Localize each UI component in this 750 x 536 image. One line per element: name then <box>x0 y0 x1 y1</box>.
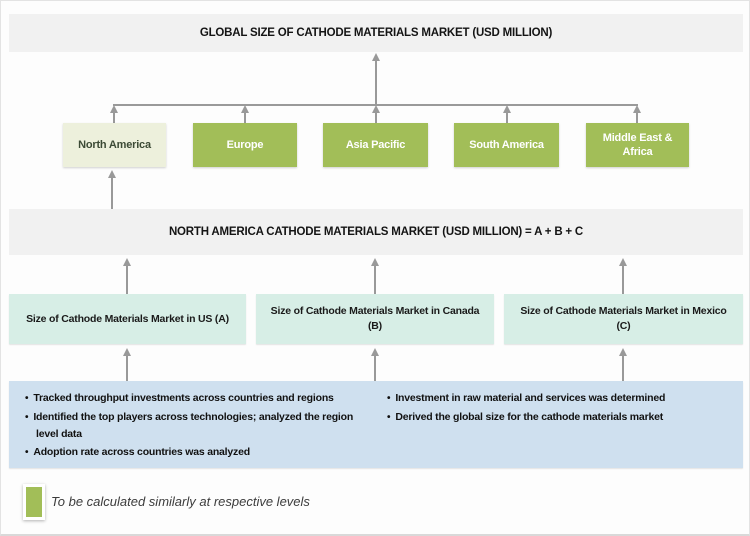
arrow-up-icon <box>110 105 119 123</box>
notes-left-column <box>25 390 377 462</box>
global-market-title: GLOBAL SIZE OF CATHODE MATERIALS MARKET (USD MILLION) <box>199 27 553 39</box>
arrow-up-icon <box>108 170 117 209</box>
arrow-up-icon <box>619 348 628 381</box>
north-america-market-bar <box>9 209 743 255</box>
region-box-north-america <box>63 123 166 167</box>
arrow-up-icon <box>371 348 380 381</box>
arrow-up-icon <box>123 348 132 381</box>
notes-right-column <box>387 390 739 427</box>
arrow-up-icon <box>619 258 628 294</box>
global-market-bar <box>9 14 743 52</box>
region-box-middle-east-africa <box>586 123 689 167</box>
country-box-sublabel: (B) <box>368 320 382 332</box>
region-label: Europe <box>226 139 264 151</box>
region-box-asia-pacific <box>323 123 428 167</box>
legend-swatch-icon <box>23 484 45 520</box>
note-item: • Tracked throughput investments across countries and regions <box>25 390 377 408</box>
country-box-label: Size of Cathode Materials Market in US (A) <box>26 312 229 325</box>
country-box-label: Size of Cathode Materials Market in Canada <box>270 305 480 317</box>
arrow-up-icon <box>633 105 642 123</box>
country-box-mexico <box>504 294 743 344</box>
region-box-south-america <box>454 123 559 167</box>
arrow-up-icon <box>372 53 381 104</box>
note-item: • Investment in raw material and services was determined <box>387 390 739 408</box>
arrow-up-icon <box>241 105 250 123</box>
note-item: • Adoption rate across countries was analyzed <box>25 444 377 462</box>
arrow-up-icon <box>123 258 132 294</box>
country-box-label: Size of Cathode Materials Market in Mexico <box>520 305 727 317</box>
methodology-notes-box <box>9 381 743 468</box>
note-item: • Derived the global size for the cathode materials market <box>387 409 739 427</box>
region-label: Middle East & Africa <box>602 132 673 158</box>
region-label: North America <box>78 139 151 151</box>
region-box-europe <box>193 123 297 167</box>
north-america-market-title: NORTH AMERICA CATHODE MATERIALS MARKET (USD MILLION) = A + B + C <box>168 226 584 238</box>
legend-label: To be calculated similarly at respective levels <box>51 493 310 509</box>
country-box-us <box>9 294 246 344</box>
region-label: Asia Pacific <box>345 139 406 151</box>
arrow-up-icon <box>372 105 381 123</box>
arrow-up-icon <box>371 258 380 294</box>
country-box-canada <box>256 294 494 344</box>
region-label: South America <box>469 139 544 151</box>
arrow-up-icon <box>503 105 512 123</box>
note-item: • Identified the top players across technologies; analyzed the region level data <box>25 409 377 443</box>
country-box-sublabel: (C) <box>616 320 631 332</box>
